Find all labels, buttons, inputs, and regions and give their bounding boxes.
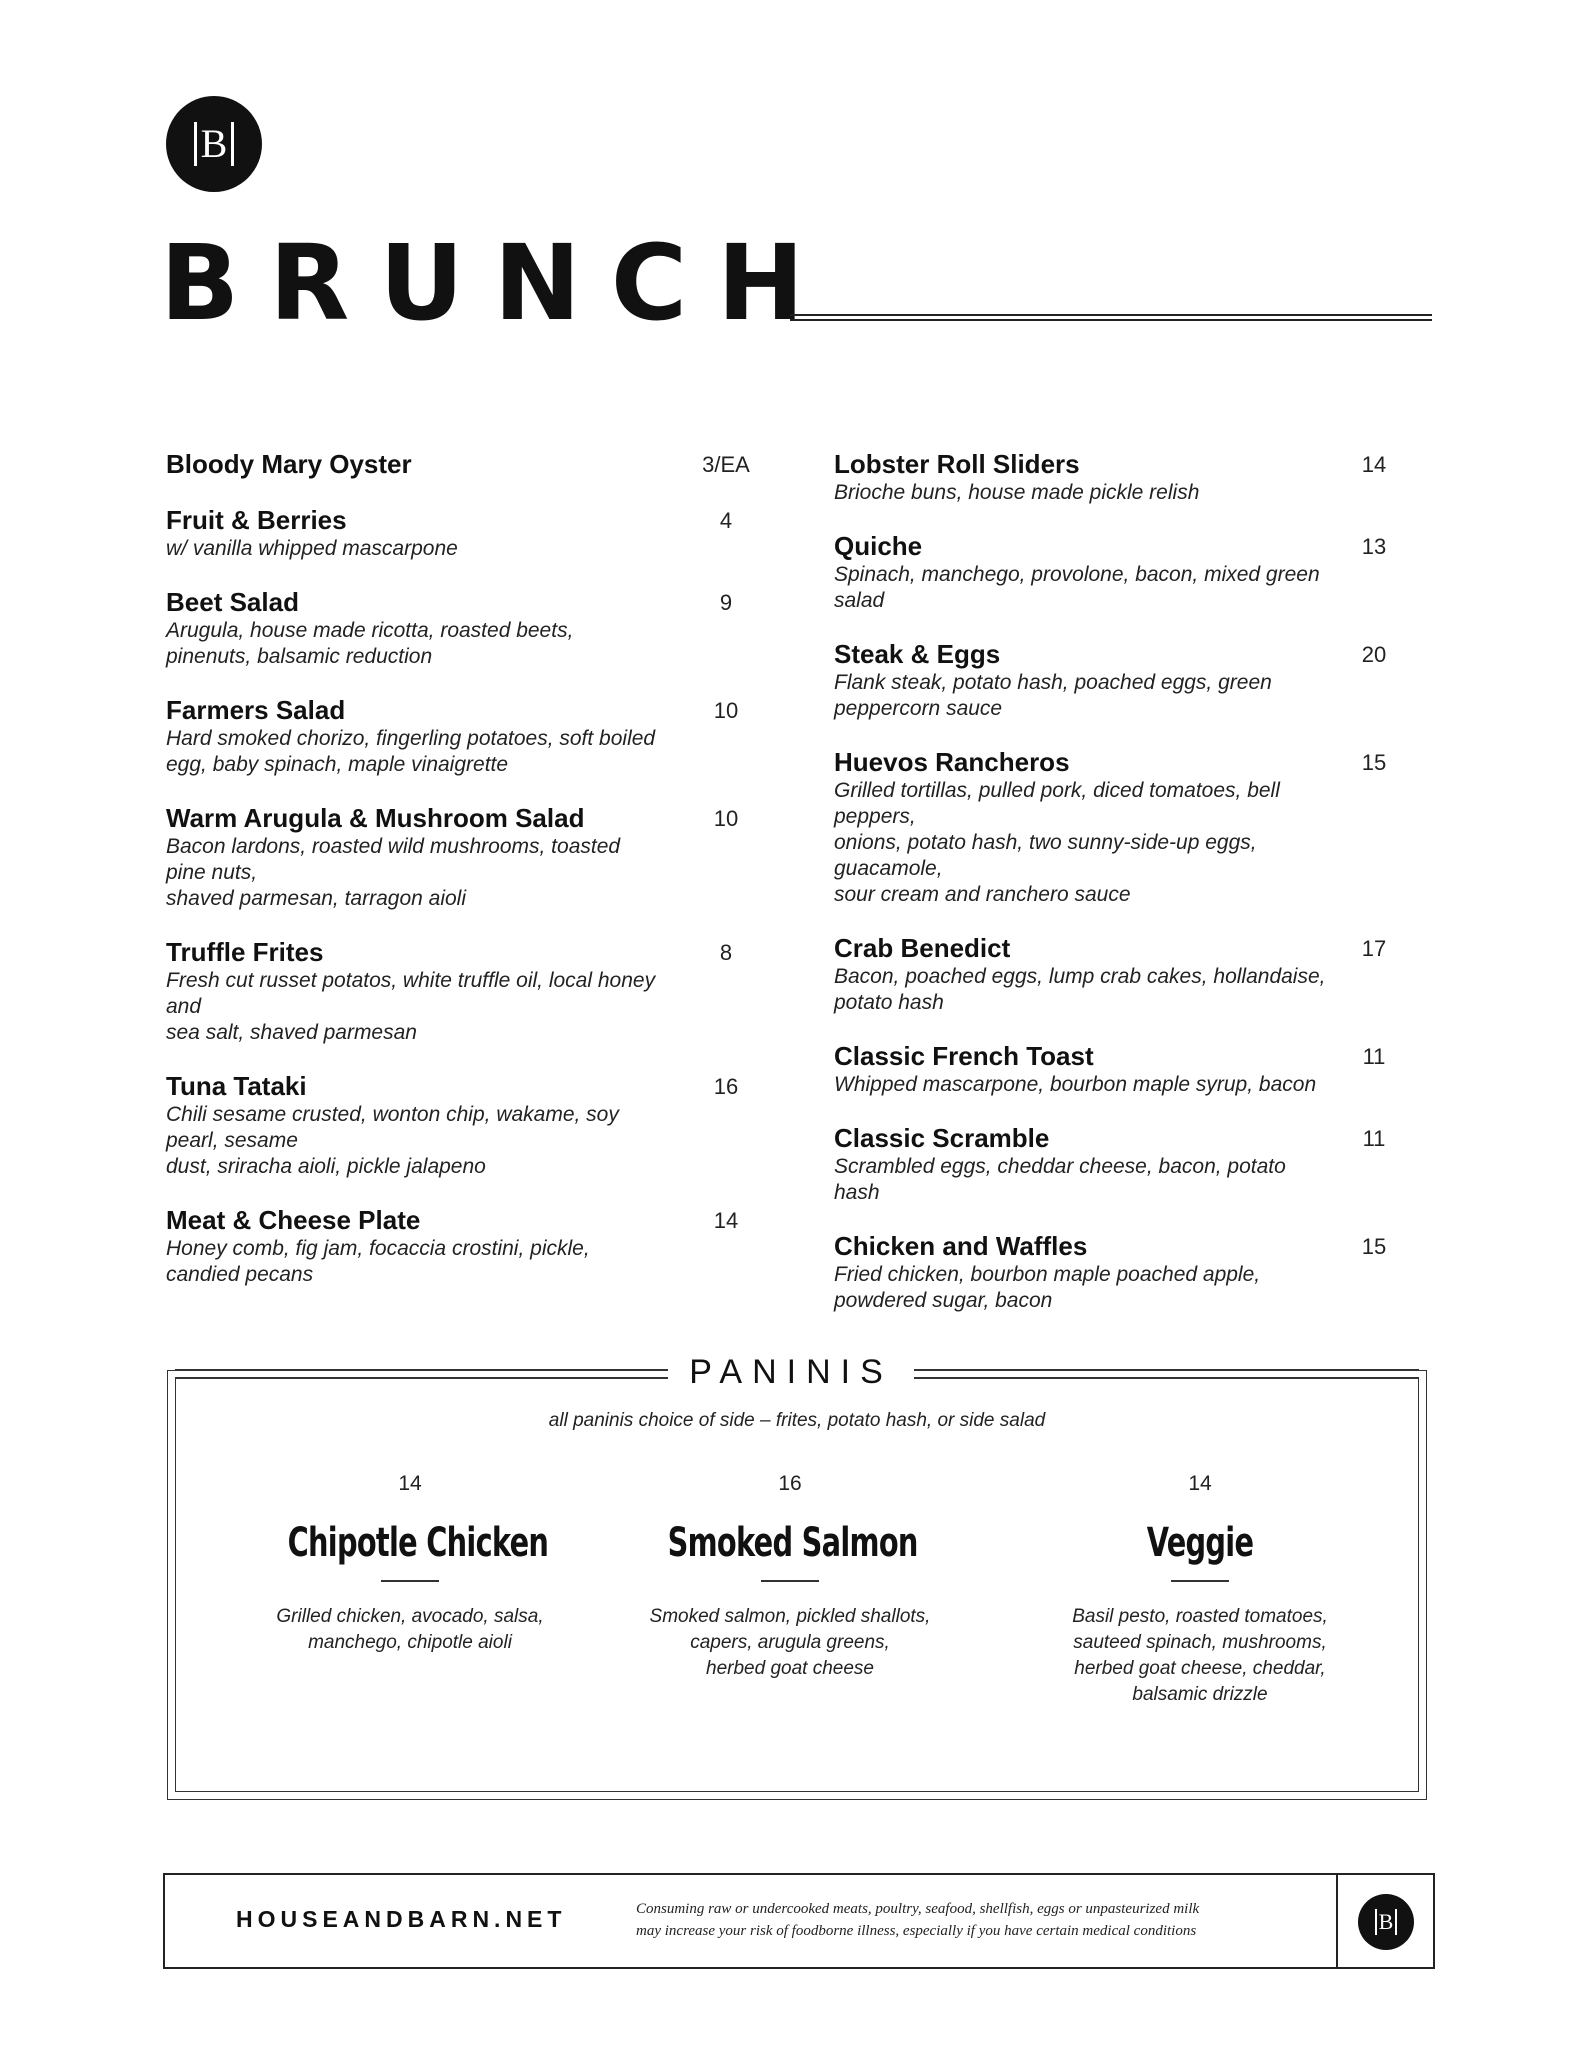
item-name: Crab Benedict [834, 933, 1011, 963]
menu-item [166, 504, 766, 562]
menu-item [166, 1204, 766, 1288]
item-description: Fresh cut russet potatos, white truffle oil, local honey and sea salt, shaved parmesan [166, 969, 656, 1044]
panini-item [240, 1472, 580, 1656]
panini-price: 14 [1188, 1472, 1212, 1495]
item-description: w/ vanilla whipped mascarpone [166, 537, 458, 560]
item-description: Brioche buns, house made pickle relish [834, 481, 1200, 504]
website-link[interactable]: HOUSEANDBARN.NET [236, 1906, 567, 1932]
item-description: Bacon lardons, roasted wild mushrooms, toasted pine nuts, shaved parmesan, tarragon aioli [166, 835, 621, 910]
food-safety-warning [636, 1898, 1296, 1942]
menu-item [834, 1230, 1414, 1314]
item-price: 15 [1361, 750, 1387, 775]
panini-item [1030, 1472, 1370, 1708]
item-price: 11 [1362, 1044, 1386, 1069]
warning-line-2: may increase your risk of foodborne illness, especially if you have certain medical conditions [636, 1923, 1197, 1939]
paninis-heading-rule-left [175, 1369, 668, 1379]
menu-item [166, 694, 766, 778]
item-name: Quiche [834, 531, 923, 561]
paninis-heading-rule-right [914, 1369, 1419, 1379]
menu-item [166, 802, 766, 912]
item-description: Hard smoked chorizo, fingerling potatoes, soft boiled egg, baby spinach, maple vinaigrette [166, 727, 656, 776]
menu-item [166, 448, 766, 480]
item-price: 8 [719, 940, 733, 965]
item-name: Beet Salad [166, 587, 299, 617]
logo-bar-left [1375, 1909, 1377, 1935]
item-price: 15 [1361, 1234, 1387, 1259]
panini-description: Smoked salmon, pickled shallots, capers, arugula greens, herbed goat cheese [649, 1606, 931, 1679]
item-name: Tuna Tataki [166, 1071, 307, 1101]
item-name: Steak & Eggs [834, 639, 1001, 669]
item-price: 4 [719, 508, 733, 533]
item-description: Fried chicken, bourbon maple poached apple, powdered sugar, bacon [834, 1263, 1261, 1312]
item-name: Meat & Cheese Plate [166, 1205, 421, 1235]
item-price: 10 [713, 806, 739, 831]
logo-bar-right [231, 122, 234, 166]
paninis-note: all paninis choice of side – frites, potato hash, or side salad [548, 1410, 1046, 1431]
page-title: BRUNCH [160, 222, 835, 344]
item-name: Warm Arugula & Mushroom Salad [166, 803, 585, 833]
item-name: Huevos Rancheros [834, 747, 1070, 777]
item-price: 20 [1361, 642, 1387, 667]
item-description: Bacon, poached eggs, lump crab cakes, hollandaise, potato hash [834, 965, 1326, 1014]
menu-column-left [166, 448, 766, 1312]
item-price: 16 [713, 1074, 739, 1099]
footer-logo [1358, 1894, 1414, 1950]
menu-item [834, 1122, 1414, 1206]
item-price: 11 [1362, 1126, 1386, 1151]
item-description: Scrambled eggs, cheddar cheese, bacon, potato hash [834, 1155, 1286, 1204]
item-description: Arugula, house made ricotta, roasted beets, pinenuts, balsamic reduction [166, 619, 574, 668]
panini-name: Chipotle Chicken [287, 1520, 549, 1566]
item-price: 10 [713, 698, 739, 723]
item-description: Grilled tortillas, pulled pork, diced tomatoes, bell peppers, onions, potato hash, two sunny-side-up eggs, guacamole, sour cream and ranchero sauce [834, 779, 1280, 906]
menu-item [166, 586, 766, 670]
menu-item [834, 638, 1414, 722]
panini-price: 16 [778, 1472, 802, 1495]
panini-item [620, 1472, 960, 1682]
panini-description: Basil pesto, roasted tomatoes, sauteed spinach, mushrooms, herbed goat cheese, cheddar, balsamic drizzle [1072, 1606, 1328, 1705]
title-divider [790, 314, 1432, 321]
panini-name: Smoked Salmon [667, 1520, 918, 1566]
item-name: Chicken and Waffles [834, 1231, 1088, 1261]
item-name: Truffle Frites [166, 937, 324, 967]
panini-name: Veggie [1146, 1520, 1254, 1566]
warning-line-1: Consuming raw or undercooked meats, poultry, seafood, shellfish, eggs or unpasteurized milk [636, 1901, 1200, 1917]
panini-divider [761, 1580, 819, 1582]
item-price: 9 [719, 590, 733, 615]
paninis-heading: PANINIS [668, 1350, 914, 1394]
item-description: Honey comb, fig jam, focaccia crostini, pickle, candied pecans [166, 1237, 590, 1286]
panini-divider [381, 1580, 439, 1582]
item-name: Classic Scramble [834, 1123, 1050, 1153]
menu-item [834, 448, 1414, 506]
logo-bar-left [194, 122, 197, 166]
brand-logo [166, 96, 262, 192]
logo-bar-right [1395, 1909, 1397, 1935]
menu-item [834, 1040, 1414, 1098]
logo-letter: B [1378, 1909, 1394, 1934]
menu-item [166, 1070, 766, 1180]
item-name: Lobster Roll Sliders [834, 449, 1080, 479]
item-description: Spinach, manchego, provolone, bacon, mixed green salad [834, 563, 1320, 612]
panini-price: 14 [398, 1472, 422, 1495]
menu-item [834, 932, 1414, 1016]
item-name: Fruit & Berries [166, 505, 347, 535]
item-price: 14 [1361, 452, 1387, 477]
panini-description: Grilled chicken, avocado, salsa, manchego, chipotle aioli [276, 1606, 544, 1653]
item-description: Chili sesame crusted, wonton chip, wakame, soy pearl, sesame dust, sriracha aioli, pickle jalapeno [166, 1103, 619, 1178]
item-name: Bloody Mary Oyster [166, 449, 412, 479]
item-price: 3/EA [702, 452, 750, 477]
menu-column-right [834, 448, 1414, 1338]
logo-letter: B [200, 121, 228, 166]
item-price: 13 [1361, 534, 1387, 559]
menu-item [834, 530, 1414, 614]
item-description: Whipped mascarpone, bourbon maple syrup, bacon [834, 1073, 1317, 1096]
item-description: Flank steak, potato hash, poached eggs, green peppercorn sauce [834, 671, 1272, 720]
item-price: 14 [713, 1208, 739, 1233]
footer-divider [1336, 1873, 1338, 1969]
menu-item [166, 936, 766, 1046]
item-name: Farmers Salad [166, 695, 346, 725]
panini-divider [1171, 1580, 1229, 1582]
item-price: 17 [1361, 936, 1387, 961]
menu-item [834, 746, 1414, 908]
item-name: Classic French Toast [834, 1041, 1094, 1071]
